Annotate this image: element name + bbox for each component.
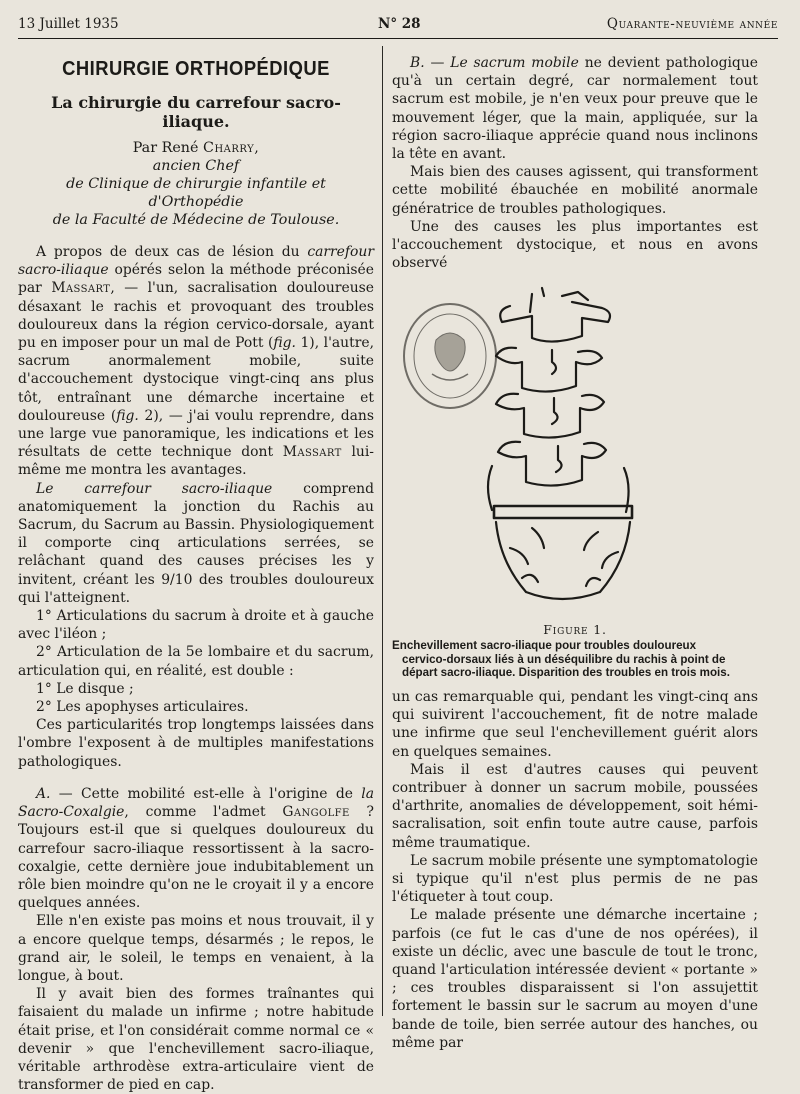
article-title: La chirurgie du carrefour sacro-iliaque. (51, 93, 341, 131)
paragraph: Ces particularités trop longtemps laissées dans l'ombre l'exposent à de multiples manifestations pathologiques. (18, 717, 374, 770)
paragraph: Elle n'en existe pas moins et nous trouvait, il y a encore quelque temps, désarmés ; le repos, le grand air, le soleil, le temps en venaient, à la longue, à bout. (18, 913, 374, 984)
byline-prefix: Par René (132, 140, 204, 156)
section-title: CHIRURGIE ORTHOPÉDIQUE (62, 58, 330, 80)
library-stamp (404, 304, 496, 408)
left-column (18, 54, 374, 1094)
paragraph: 1° Le disque ; (36, 680, 134, 697)
paragraph: A. — Cette mobilité est-elle à l'origine de la Sacro-Coxalgie, comme l'admet Gangolfe ? Toujours est-il que si quelques douloureux du carrefour sacro-iliaque ressortissent à la sacro-coxalgie, cette dernière joue indubitablement un rôle bien moindre qu'on ne le croyait il y a encore quelques années. (18, 785, 374, 912)
figure-caption: Enchevillement sacro-iliaque pour troubles douloureux cervico-dorsaux liés à un déséquilibre du rachis à point de départ sacro-iliaque. Disparition des troubles en trois mois. (392, 639, 730, 680)
paragraph: Mais il est d'autres causes qui peuvent contribuer à donner un sacrum mobile, poussées d'arthrite, anomalies de développement, soit hémi-sacralisation, soit enfin toute autre cause, parfois même traumatique. (392, 761, 758, 851)
author-affiliation-2: de la Faculté de Médecine de Toulouse. (52, 212, 340, 228)
author-name: Charry, (203, 140, 260, 156)
column-divider (382, 46, 383, 1016)
paragraph: 2° Les apophyses articulaires. (36, 699, 249, 716)
figure-title: Figure 1. (543, 622, 607, 638)
paragraph: Le carrefour sacro-iliaque comprend anatomiquement la jonction du Rachis au Sacrum, du Sacrum au Bassin. Physiologiquement il comporte cinq articulations serrées, se relâchant quand des causes précises les y invitent, créant les 9/10 des troubles douloureux qui l'atteignent. (18, 480, 374, 606)
paragraph: Il y avait bien des formes traînantes qui faisaient du malade un infirme ; notre habitude était prise, et l'on considérait comme normal ce « devenir » que l'enchevillement sacro-iliaque, véritable arthrodèse extra-articulaire vient de transformer de pied en cap. (18, 986, 374, 1094)
page-header (18, 12, 778, 39)
paragraph: Le malade présente une démarche incertaine ; parfois (ce fut le cas d'une de nos opérées), il existe un déclic, avec une bascule de tout le tronc, quand l'articulation intéressée devient « portante » ; ces troubles disparaissent si l'on assujettit fortement le bassin sur le sacrum au moyen d'une bande de toile, bien serrée autour des hanches, ou même par (392, 907, 758, 1051)
author-role: ancien Chef (152, 158, 240, 174)
author-affiliation-1: de Clinique de chirurgie infantile et d'Orthopédie (66, 176, 326, 210)
right-column (392, 54, 758, 1052)
paragraph: un cas remarquable qui, pendant les vingt-cinq ans qui suivirent l'accouchement, fit de notre malade une infirme que seul l'enchevillement guérit alors en quelques semaines. (392, 688, 758, 760)
paragraph: B. — Le sacrum mobile ne devient pathologique qu'à un certain degré, car normalement tout sacrum est mobile, je n'en veux pour preuve que le mouvement léger, que la main, appliquée, sur la région sacro-iliaque apprécie quand nous inclinons la tête en avant. (392, 55, 758, 163)
byline (18, 139, 374, 229)
paragraph: Mais bien des causes agissent, qui transforment cette mobilité ébauchée en mobilité anormale génératrice de troubles pathologiques. (392, 164, 758, 217)
paragraph: 2° Articulation de la 5e lombaire et du sacrum, articulation qui, en réalité, est double : (18, 644, 374, 679)
spine-drawing (392, 278, 758, 618)
paragraph: 1° Articulations du sacrum à droite et à gauche avec l'iléon ; (18, 608, 374, 643)
paragraph: Une des causes les plus importantes est l'accouchement dystocique, et nous en avons observé (392, 218, 758, 272)
figure-1 (392, 278, 758, 618)
header-date: 13 Juillet 1935 (18, 16, 119, 32)
header-issue: N° 28 (378, 16, 421, 32)
paragraph: Le sacrum mobile présente une symptomatologie si typique qu'il n'est plus permis de ne pas l'étiqueter à tout coup. (392, 852, 758, 906)
vertebrae (488, 288, 632, 599)
header-year: Quarante-neuvième année (606, 16, 778, 32)
paragraph: A propos de deux cas de lésion du carrefour sacro-iliaque opérés selon la méthode préconisée par Massart, — l'un, sacralisation douloureuse désaxant le rachis et provoquant des troubles douloureux dans la région cervico-dorsale, ayant pu en imposer pour un mal de Pott (fig. 1), l'autre, sacrum anormalement mobile, suite d'accouchement dystocique vingt-cinq ans plus tôt, entraînant une démarche incertaine et douloureuse (fig. 2), — j'ai voulu reprendre, dans une large vue panoramique, les indications et les résultats de cette technique dont Massart lui-même me montra les avantages. (18, 244, 375, 479)
